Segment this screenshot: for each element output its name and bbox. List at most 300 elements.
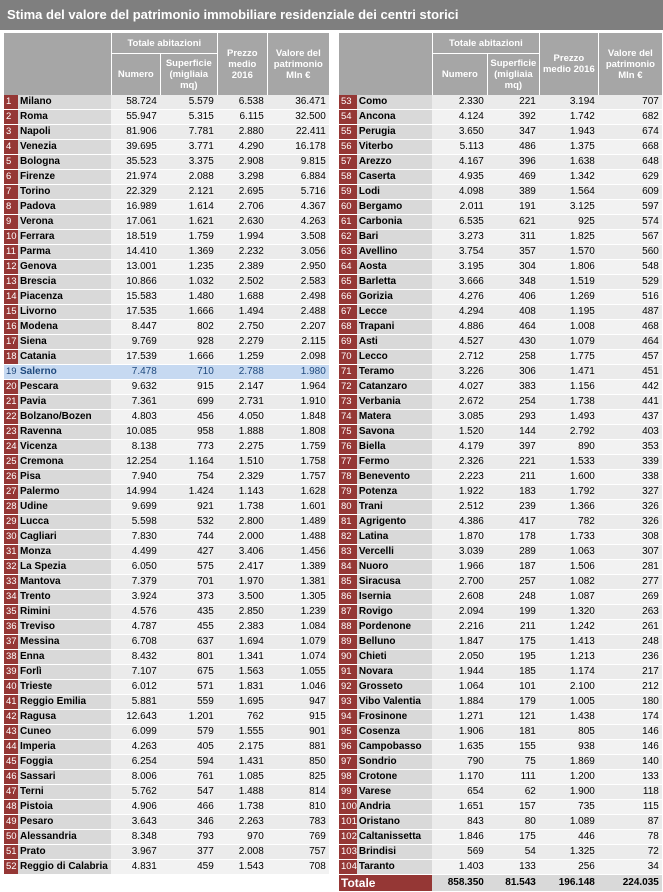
table-row bbox=[4, 245, 329, 260]
cell-rank: 16 bbox=[4, 320, 18, 335]
cell-superficie: 5.579 bbox=[160, 95, 217, 110]
table-row bbox=[4, 815, 329, 830]
cell-numero: 2.216 bbox=[432, 620, 487, 635]
cell-numero: 58.724 bbox=[111, 95, 160, 110]
cell-valore: 1.759 bbox=[267, 440, 329, 455]
cell-valore: 78 bbox=[598, 830, 662, 845]
table-row bbox=[4, 800, 329, 815]
cell-rank: 81 bbox=[339, 515, 357, 530]
cell-prezzo: 1.174 bbox=[539, 665, 598, 680]
cell-city: Ferrara bbox=[18, 230, 111, 245]
cell-valore: 1.910 bbox=[267, 395, 329, 410]
cell-prezzo: 1.213 bbox=[539, 650, 598, 665]
table-row bbox=[4, 155, 329, 170]
table-row bbox=[339, 590, 662, 605]
cell-numero: 17.061 bbox=[111, 215, 160, 230]
cell-city: Sassari bbox=[18, 770, 111, 785]
cell-valore: 326 bbox=[598, 500, 662, 515]
cell-superficie: 915 bbox=[160, 380, 217, 395]
cell-superficie: 958 bbox=[160, 425, 217, 440]
cell-numero: 2.608 bbox=[432, 590, 487, 605]
cell-valore: 707 bbox=[598, 95, 662, 110]
cell-valore: 516 bbox=[598, 290, 662, 305]
table-row bbox=[339, 260, 662, 275]
cell-valore: 140 bbox=[598, 755, 662, 770]
cell-numero: 4.179 bbox=[432, 440, 487, 455]
cell-rank: 60 bbox=[339, 200, 357, 215]
cell-superficie: 211 bbox=[487, 470, 539, 485]
cell-valore: 146 bbox=[598, 740, 662, 755]
cell-rank: 38 bbox=[4, 650, 18, 665]
cell-city: Caserta bbox=[357, 170, 432, 185]
cell-superficie: 456 bbox=[160, 410, 217, 425]
cell-valore: 32.500 bbox=[267, 110, 329, 125]
cell-prezzo: 1.792 bbox=[539, 485, 598, 500]
cell-rank: 42 bbox=[4, 710, 18, 725]
cell-superficie: 1.201 bbox=[160, 710, 217, 725]
cell-valore: 674 bbox=[598, 125, 662, 140]
cell-rank: 13 bbox=[4, 275, 18, 290]
cell-rank: 43 bbox=[4, 725, 18, 740]
cell-prezzo: 1.742 bbox=[539, 110, 598, 125]
table-row bbox=[339, 665, 662, 680]
cell-valore: 825 bbox=[267, 770, 329, 785]
cell-city: Siracusa bbox=[357, 575, 432, 590]
cell-rank: 56 bbox=[339, 140, 357, 155]
table-row bbox=[4, 485, 329, 500]
cell-numero: 10.866 bbox=[111, 275, 160, 290]
cell-numero: 1.403 bbox=[432, 860, 487, 875]
cell-prezzo: 938 bbox=[539, 740, 598, 755]
table-row bbox=[339, 755, 662, 770]
cell-city: Napoli bbox=[18, 125, 111, 140]
cell-numero: 3.085 bbox=[432, 410, 487, 425]
cell-city: Pistoia bbox=[18, 800, 111, 815]
cell-numero: 2.094 bbox=[432, 605, 487, 620]
total-superficie: 81.543 bbox=[487, 875, 539, 892]
cell-city: Padova bbox=[18, 200, 111, 215]
cell-numero: 2.512 bbox=[432, 500, 487, 515]
cell-prezzo: 2.147 bbox=[217, 380, 267, 395]
cell-superficie: 486 bbox=[487, 140, 539, 155]
header-superficie: Superficie (migliaia mq) bbox=[160, 54, 217, 95]
cell-city: Pesaro bbox=[18, 815, 111, 830]
header-valore: Valore del patrimonio Mln € bbox=[598, 33, 662, 95]
table-row bbox=[339, 680, 662, 695]
cell-valore: 87 bbox=[598, 815, 662, 830]
cell-numero: 17.535 bbox=[111, 305, 160, 320]
cell-city: Caltanissetta bbox=[357, 830, 432, 845]
table-row bbox=[339, 815, 662, 830]
cell-city: Roma bbox=[18, 110, 111, 125]
cell-valore: 261 bbox=[598, 620, 662, 635]
cell-rank: 23 bbox=[4, 425, 18, 440]
cell-superficie: 3.375 bbox=[160, 155, 217, 170]
cell-rank: 39 bbox=[4, 665, 18, 680]
cell-prezzo: 2.329 bbox=[217, 470, 267, 485]
cell-rank: 44 bbox=[4, 740, 18, 755]
header-totale-abitazioni: Totale abitazioni bbox=[432, 33, 539, 54]
cell-rank: 27 bbox=[4, 485, 18, 500]
cell-superficie: 2.121 bbox=[160, 185, 217, 200]
cell-rank: 21 bbox=[4, 395, 18, 410]
cell-prezzo: 2.792 bbox=[539, 425, 598, 440]
cell-superficie: 921 bbox=[160, 500, 217, 515]
cell-valore: 2.950 bbox=[267, 260, 329, 275]
cell-numero: 4.831 bbox=[111, 860, 160, 875]
cell-prezzo: 1.869 bbox=[539, 755, 598, 770]
cell-numero: 1.966 bbox=[432, 560, 487, 575]
cell-rank: 6 bbox=[4, 170, 18, 185]
cell-city: Belluno bbox=[357, 635, 432, 650]
cell-rank: 87 bbox=[339, 605, 357, 620]
cell-rank: 45 bbox=[4, 755, 18, 770]
cell-valore: 2.498 bbox=[267, 290, 329, 305]
cell-superficie: 430 bbox=[487, 335, 539, 350]
cell-valore: 4.367 bbox=[267, 200, 329, 215]
cell-numero: 5.881 bbox=[111, 695, 160, 710]
table-row bbox=[4, 305, 329, 320]
cell-prezzo: 2.502 bbox=[217, 275, 267, 290]
cell-prezzo: 1.570 bbox=[539, 245, 598, 260]
cell-rank: 55 bbox=[339, 125, 357, 140]
cell-valore: 947 bbox=[267, 695, 329, 710]
cell-city: Rovigo bbox=[357, 605, 432, 620]
table-row bbox=[339, 200, 662, 215]
cell-rank: 29 bbox=[4, 515, 18, 530]
cell-rank: 63 bbox=[339, 245, 357, 260]
cell-prezzo: 1.555 bbox=[217, 725, 267, 740]
cell-superficie: 1.164 bbox=[160, 455, 217, 470]
table-row bbox=[339, 575, 662, 590]
cell-prezzo: 1.082 bbox=[539, 575, 598, 590]
cell-rank: 103 bbox=[339, 845, 357, 860]
cell-superficie: 1.621 bbox=[160, 215, 217, 230]
cell-superficie: 392 bbox=[487, 110, 539, 125]
cell-superficie: 1.614 bbox=[160, 200, 217, 215]
table-row bbox=[339, 95, 662, 110]
cell-superficie: 773 bbox=[160, 440, 217, 455]
cell-prezzo: 735 bbox=[539, 800, 598, 815]
cell-city: Catania bbox=[18, 350, 111, 365]
cell-city: Trieste bbox=[18, 680, 111, 695]
cell-numero: 9.769 bbox=[111, 335, 160, 350]
table-row bbox=[339, 140, 662, 155]
cell-rank: 71 bbox=[339, 365, 357, 380]
table-row bbox=[4, 125, 329, 140]
cell-prezzo: 1.259 bbox=[217, 350, 267, 365]
table-row bbox=[4, 725, 329, 740]
cell-superficie: 417 bbox=[487, 515, 539, 530]
cell-city: Matera bbox=[357, 410, 432, 425]
table-row bbox=[339, 470, 662, 485]
cell-valore: 1.964 bbox=[267, 380, 329, 395]
cell-rank: 5 bbox=[4, 155, 18, 170]
cell-superficie: 254 bbox=[487, 395, 539, 410]
cell-superficie: 101 bbox=[487, 680, 539, 695]
cell-valore: 548 bbox=[598, 260, 662, 275]
cell-valore: 277 bbox=[598, 575, 662, 590]
cell-rank: 33 bbox=[4, 575, 18, 590]
cell-city: Brindisi bbox=[357, 845, 432, 860]
cell-prezzo: 1.438 bbox=[539, 710, 598, 725]
cell-valore: 308 bbox=[598, 530, 662, 545]
cell-prezzo: 2.788 bbox=[217, 365, 267, 380]
cell-prezzo: 1.510 bbox=[217, 455, 267, 470]
table-row bbox=[4, 140, 329, 155]
table-row bbox=[339, 650, 662, 665]
cell-valore: 1.084 bbox=[267, 620, 329, 635]
cell-city: Terni bbox=[18, 785, 111, 800]
cell-numero: 14.994 bbox=[111, 485, 160, 500]
cell-numero: 1.884 bbox=[432, 695, 487, 710]
table-row bbox=[4, 455, 329, 470]
table-row bbox=[339, 725, 662, 740]
cell-superficie: 347 bbox=[487, 125, 539, 140]
cell-rank: 32 bbox=[4, 560, 18, 575]
table-row bbox=[4, 500, 329, 515]
cell-superficie: 469 bbox=[487, 170, 539, 185]
cell-superficie: 396 bbox=[487, 155, 539, 170]
table-row bbox=[4, 680, 329, 695]
cell-rank: 10 bbox=[4, 230, 18, 245]
cell-city: Verona bbox=[18, 215, 111, 230]
cell-valore: 1.074 bbox=[267, 650, 329, 665]
cell-rank: 50 bbox=[4, 830, 18, 845]
cell-prezzo: 1.431 bbox=[217, 755, 267, 770]
cell-valore: 451 bbox=[598, 365, 662, 380]
table-row bbox=[4, 395, 329, 410]
cell-prezzo: 1.008 bbox=[539, 320, 598, 335]
cell-superficie: 178 bbox=[487, 530, 539, 545]
cell-prezzo: 1.320 bbox=[539, 605, 598, 620]
cell-superficie: 754 bbox=[160, 470, 217, 485]
cell-rank: 46 bbox=[4, 770, 18, 785]
cell-rank: 12 bbox=[4, 260, 18, 275]
cell-valore: 1.381 bbox=[267, 575, 329, 590]
cell-city: Reggio di Calabria bbox=[18, 860, 111, 875]
cell-prezzo: 890 bbox=[539, 440, 598, 455]
cell-city: Firenze bbox=[18, 170, 111, 185]
cell-numero: 4.263 bbox=[111, 740, 160, 755]
cell-prezzo: 1.694 bbox=[217, 635, 267, 650]
cell-city: Novara bbox=[357, 665, 432, 680]
cell-prezzo: 1.825 bbox=[539, 230, 598, 245]
cell-prezzo: 1.738 bbox=[217, 500, 267, 515]
cell-city: Vibo Valentia bbox=[357, 695, 432, 710]
cell-rank: 58 bbox=[339, 170, 357, 185]
cell-city: Como bbox=[357, 95, 432, 110]
cell-rank: 74 bbox=[339, 410, 357, 425]
cell-superficie: 464 bbox=[487, 320, 539, 335]
cell-superficie: 1.759 bbox=[160, 230, 217, 245]
total-prezzo: 196.148 bbox=[539, 875, 598, 892]
cell-valore: 1.456 bbox=[267, 545, 329, 560]
cell-city: Frosinone bbox=[357, 710, 432, 725]
cell-valore: 915 bbox=[267, 710, 329, 725]
cell-rank: 73 bbox=[339, 395, 357, 410]
table-row bbox=[4, 635, 329, 650]
cell-numero: 1.846 bbox=[432, 830, 487, 845]
cell-prezzo: 1.269 bbox=[539, 290, 598, 305]
cell-superficie: 1.235 bbox=[160, 260, 217, 275]
cell-valore: 850 bbox=[267, 755, 329, 770]
cell-rank: 64 bbox=[339, 260, 357, 275]
table-row bbox=[4, 620, 329, 635]
table-row bbox=[339, 485, 662, 500]
table-row bbox=[339, 125, 662, 140]
table-row bbox=[339, 710, 662, 725]
cell-prezzo: 782 bbox=[539, 515, 598, 530]
cell-city: Modena bbox=[18, 320, 111, 335]
cell-superficie: 466 bbox=[160, 800, 217, 815]
cell-prezzo: 1.089 bbox=[539, 815, 598, 830]
cell-superficie: 532 bbox=[160, 515, 217, 530]
cell-rank: 75 bbox=[339, 425, 357, 440]
cell-rank: 80 bbox=[339, 500, 357, 515]
cell-numero: 6.099 bbox=[111, 725, 160, 740]
cell-superficie: 5.315 bbox=[160, 110, 217, 125]
cell-numero: 3.273 bbox=[432, 230, 487, 245]
table-row bbox=[339, 830, 662, 845]
cell-rank: 30 bbox=[4, 530, 18, 545]
cell-numero: 17.539 bbox=[111, 350, 160, 365]
cell-superficie: 459 bbox=[160, 860, 217, 875]
cell-valore: 1.079 bbox=[267, 635, 329, 650]
cell-rank: 17 bbox=[4, 335, 18, 350]
cell-valore: 574 bbox=[598, 215, 662, 230]
cell-numero: 14.410 bbox=[111, 245, 160, 260]
cell-city: Teramo bbox=[357, 365, 432, 380]
cell-valore: 1.808 bbox=[267, 425, 329, 440]
cell-valore: 353 bbox=[598, 440, 662, 455]
cell-valore: 16.178 bbox=[267, 140, 329, 155]
cell-prezzo: 2.417 bbox=[217, 560, 267, 575]
cell-city: Messina bbox=[18, 635, 111, 650]
cell-prezzo: 2.383 bbox=[217, 620, 267, 635]
cell-superficie: 427 bbox=[160, 545, 217, 560]
cell-valore: 810 bbox=[267, 800, 329, 815]
cell-city: Avellino bbox=[357, 245, 432, 260]
cell-rank: 36 bbox=[4, 620, 18, 635]
cell-numero: 843 bbox=[432, 815, 487, 830]
cell-valore: 529 bbox=[598, 275, 662, 290]
cell-numero: 9.632 bbox=[111, 380, 160, 395]
cell-city: Potenza bbox=[357, 485, 432, 500]
table-row bbox=[4, 320, 329, 335]
cell-city: Carbonia bbox=[357, 215, 432, 230]
cell-superficie: 133 bbox=[487, 860, 539, 875]
header-valore: Valore del patrimonio Mln € bbox=[267, 33, 329, 95]
cell-numero: 6.254 bbox=[111, 755, 160, 770]
cell-city: Trani bbox=[357, 500, 432, 515]
cell-rank: 8 bbox=[4, 200, 18, 215]
total-row bbox=[339, 875, 662, 892]
cell-prezzo: 1.493 bbox=[539, 410, 598, 425]
cell-city: Chieti bbox=[357, 650, 432, 665]
cell-valore: 487 bbox=[598, 305, 662, 320]
cell-numero: 10.085 bbox=[111, 425, 160, 440]
cell-superficie: 455 bbox=[160, 620, 217, 635]
table-row bbox=[4, 590, 329, 605]
cell-numero: 8.432 bbox=[111, 650, 160, 665]
cell-superficie: 311 bbox=[487, 230, 539, 245]
cell-numero: 1.520 bbox=[432, 425, 487, 440]
cell-prezzo: 1.638 bbox=[539, 155, 598, 170]
cell-prezzo: 3.406 bbox=[217, 545, 267, 560]
cell-valore: 1.848 bbox=[267, 410, 329, 425]
cell-valore: 22.411 bbox=[267, 125, 329, 140]
cell-prezzo: 2.175 bbox=[217, 740, 267, 755]
cell-valore: 146 bbox=[598, 725, 662, 740]
cell-superficie: 348 bbox=[487, 275, 539, 290]
cell-city: Milano bbox=[18, 95, 111, 110]
table-row bbox=[339, 155, 662, 170]
cell-numero: 1.944 bbox=[432, 665, 487, 680]
cell-prezzo: 4.050 bbox=[217, 410, 267, 425]
cell-rank: 94 bbox=[339, 710, 357, 725]
cell-rank: 83 bbox=[339, 545, 357, 560]
table-row bbox=[4, 440, 329, 455]
table-row bbox=[4, 530, 329, 545]
cell-superficie: 157 bbox=[487, 800, 539, 815]
cell-prezzo: 2.630 bbox=[217, 215, 267, 230]
cell-rank: 48 bbox=[4, 800, 18, 815]
cell-city: Bergamo bbox=[357, 200, 432, 215]
cell-valore: 560 bbox=[598, 245, 662, 260]
table-row bbox=[339, 845, 662, 860]
cell-prezzo: 1.733 bbox=[539, 530, 598, 545]
cell-rank: 53 bbox=[339, 95, 357, 110]
cell-superficie: 293 bbox=[487, 410, 539, 425]
cell-prezzo: 1.005 bbox=[539, 695, 598, 710]
cell-valore: 3.056 bbox=[267, 245, 329, 260]
cell-superficie: 1.424 bbox=[160, 485, 217, 500]
table-row bbox=[4, 605, 329, 620]
cell-prezzo: 1.085 bbox=[217, 770, 267, 785]
cell-numero: 7.107 bbox=[111, 665, 160, 680]
cell-valore: 629 bbox=[598, 170, 662, 185]
cell-city: Siena bbox=[18, 335, 111, 350]
table-row bbox=[4, 650, 329, 665]
cell-numero: 7.361 bbox=[111, 395, 160, 410]
cell-numero: 1.635 bbox=[432, 740, 487, 755]
total-valore: 224.035 bbox=[598, 875, 662, 892]
table-row bbox=[4, 785, 329, 800]
cell-superficie: 54 bbox=[487, 845, 539, 860]
cell-rank: 40 bbox=[4, 680, 18, 695]
cell-valore: 180 bbox=[598, 695, 662, 710]
cell-numero: 21.974 bbox=[111, 170, 160, 185]
cell-city: Salerno bbox=[18, 365, 111, 380]
cell-superficie: 1.369 bbox=[160, 245, 217, 260]
cell-numero: 18.519 bbox=[111, 230, 160, 245]
cell-superficie: 701 bbox=[160, 575, 217, 590]
cell-valore: 1.488 bbox=[267, 530, 329, 545]
table-row bbox=[4, 410, 329, 425]
cell-rank: 76 bbox=[339, 440, 357, 455]
cell-numero: 81.906 bbox=[111, 125, 160, 140]
cell-superficie: 257 bbox=[487, 575, 539, 590]
cell-rank: 99 bbox=[339, 785, 357, 800]
cell-valore: 708 bbox=[267, 860, 329, 875]
cell-valore: 2.583 bbox=[267, 275, 329, 290]
cell-city: Parma bbox=[18, 245, 111, 260]
cell-valore: 1.046 bbox=[267, 680, 329, 695]
cell-rank: 89 bbox=[339, 635, 357, 650]
table-row bbox=[339, 530, 662, 545]
cell-valore: 1.758 bbox=[267, 455, 329, 470]
